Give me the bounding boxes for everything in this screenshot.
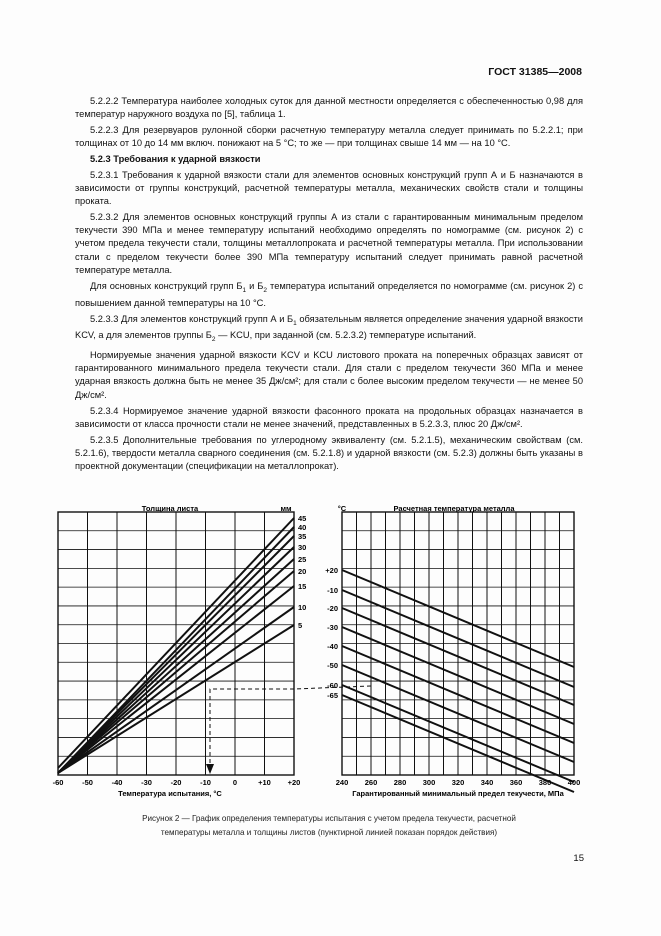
thickness-label: 15 [298, 582, 307, 591]
temperature-label: -50 [327, 661, 338, 670]
x-tick-label: -50 [82, 778, 93, 787]
x-tick-label: 260 [364, 778, 378, 787]
paragraph: 5.2.3.2 Для элементов основных конструкций группы А из стали с гарантированным минимальным пределом текучести 390 МПа и менее температуру испытаний необходимо определять по номограмме (см. рисунок 2) с учетом предела текучести стали, толщины металлопроката и расчетной температуры металла. При использовании стали с пределом текучести более 390 МПа температуру испытаний следует принимать равной расчетной температуре металла. [75, 212, 583, 275]
thickness-label: 10 [298, 603, 307, 612]
left-panel [53, 504, 307, 798]
left-x-axis-label: Температура испытания, °С [118, 789, 222, 798]
x-tick-label: -30 [141, 778, 152, 787]
paragraph: Нормируемые значения ударной вязкости KCV и KCU листового проката на поперечных образцах зависят от гарантированного минимального предела текучести стали. Для стали с пределом текучести 360 МПа и менее ударная вязкость должна быть не менее 35 Дж/см²; для стали с более высоким пределом текучести — не менее 50 Дж/см². [75, 350, 583, 400]
x-tick-label: 240 [335, 778, 349, 787]
x-tick-label: -20 [170, 778, 182, 787]
caption-line: температуры металла и толщины листов (пунктирной линией показан порядок действия) [160, 828, 498, 837]
page-number: 15 [573, 853, 584, 864]
arrow-head [206, 764, 214, 774]
temperature-label: -40 [327, 642, 338, 651]
paragraph: 5.2.3.4 Нормируемое значение ударной вязкости фасонного проката на продольных образцах назначается в зависимости от класса прочности стали не менее значений, представленных в 5.2.3.3, плюс 20 Дж/см². [75, 405, 583, 429]
section-heading: 5.2.3 Требования к ударной вязкости [90, 154, 261, 165]
dashed-path [210, 686, 371, 772]
x-tick-label: 340 [480, 778, 494, 787]
temperature-label: -30 [327, 623, 338, 632]
x-tick-label: 280 [393, 778, 407, 787]
temperature-label: -65 [327, 691, 338, 700]
x-tick-label: 380 [538, 778, 552, 787]
right-panel-title: Расчетная температура металла [393, 504, 515, 513]
thickness-unit: мм [280, 504, 292, 513]
paragraph: 5.2.2.2 Температура наиболее холодных суток для данной местности определяется с обеспеченностью 0,98 для температур наружного воздуха по [5], таблица 1. [75, 96, 583, 120]
thickness-label: 35 [298, 532, 307, 541]
paragraph: 5.2.3.1 Требования к ударной вязкости стали для элементов основных конструкций групп А и Б назначаются в зависимости от группы конструкций, расчетной температуры металла, механических свойств стали и толщины проката. [75, 170, 583, 207]
right-panel [325, 504, 580, 798]
thickness-label: 40 [298, 523, 307, 532]
x-tick-label: -10 [200, 778, 211, 787]
paragraph: Для основных конструкций групп $Б_1$ и $Б_2$ температура испытаний определяется по номограмме (см. рисунок 2) с повышением данной температуры на 10 °С. [75, 280, 583, 308]
body-text [75, 95, 583, 476]
thickness-label: 45 [298, 514, 307, 523]
right-x-axis-label: Гарантированный минимальный предел текучести, МПа [352, 789, 564, 798]
temperature-label: -60 [327, 681, 338, 690]
x-tick-label: 300 [422, 778, 436, 787]
x-tick-label: 320 [451, 778, 465, 787]
caption-line: Рисунок 2 — График определения температуры испытания с учетом предела текучести, расчетной [142, 814, 516, 823]
right-unit-label: °С [337, 504, 347, 513]
thickness-label: 20 [298, 567, 307, 576]
nomogram-figure [50, 500, 590, 805]
x-tick-label: +20 [287, 778, 301, 787]
thickness-label: 30 [298, 543, 307, 552]
temperature-label: -10 [327, 586, 338, 595]
x-tick-label: 400 [567, 778, 581, 787]
procedure-path [206, 686, 371, 774]
paragraph: 5.2.3.3 Для элементов конструкций групп А и $Б_1$ обязательным является определение значения ударной вязкости KCV, а для элементов группы $Б_2$ — KCU, при заданной (см. 5.2.3.2) температуре испытаний. [75, 313, 583, 344]
left-panel-title: Толщина листа [141, 504, 199, 513]
x-tick-label: -60 [52, 778, 64, 787]
x-tick-label: +10 [258, 778, 271, 787]
figure-caption [75, 812, 583, 840]
temperature-label: -20 [327, 604, 338, 613]
thickness-label: 5 [298, 621, 303, 630]
document-code: ГОСТ 31385—2008 [488, 66, 582, 78]
paragraph: 5.2.3.5 Дополнительные требования по углеродному эквиваленту (см. 5.2.1.5), механическим свойствам (см. 5.2.1.6), твердости металла сварного соединения (см. 5.2.1.8) и ударной вязкости (см. 5.2.3) должны быть указаны в проектной документации (спецификации на металлопрокат). [75, 434, 583, 471]
right-grid [342, 512, 574, 775]
paragraph: 5.2.2.3 Для резервуаров рулонной сборки расчетную температуру металла следует принимать по 5.2.2.1; при толщинах от 10 до 14 мм включ. понижают на 5 °С; то же — при толщинах свыше 14 мм — на 10 °С. [75, 125, 583, 149]
thickness-label: 25 [298, 555, 307, 564]
x-tick-label: 0 [232, 778, 238, 787]
temperature-label: +20 [325, 566, 338, 575]
x-tick-label: 360 [509, 778, 523, 787]
x-tick-label: -40 [111, 778, 123, 787]
